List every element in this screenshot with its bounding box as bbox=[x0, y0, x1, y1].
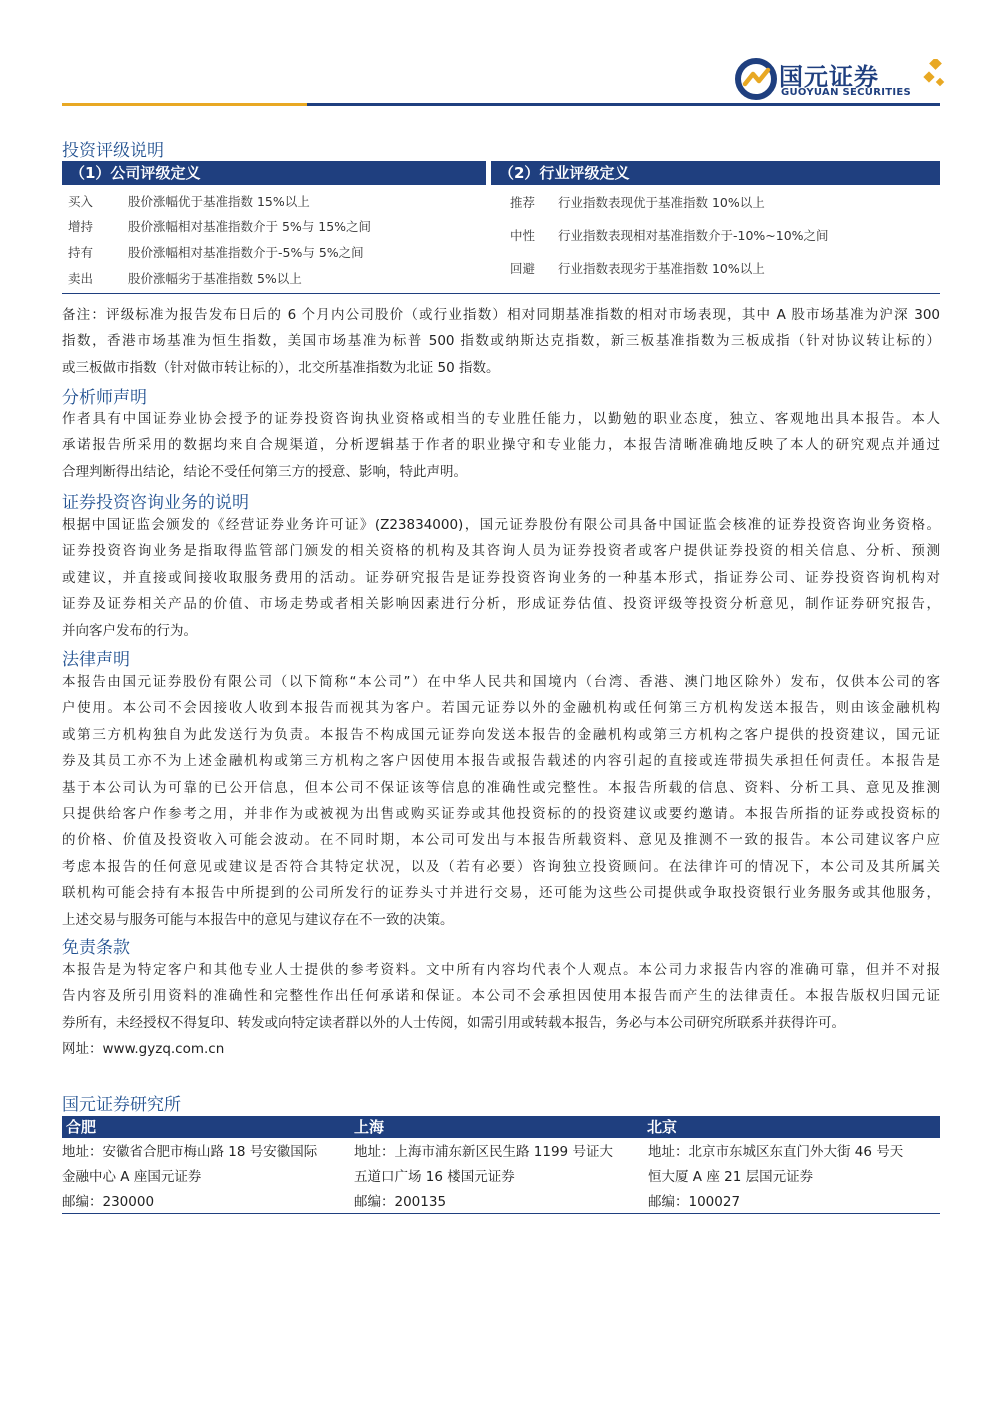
office-address: 地址：北京市东城区东直门外大街 46 号天 bbox=[648, 1144, 904, 1160]
logo-mark-icon bbox=[735, 58, 777, 100]
office-address: 地址：安徽省合肥市梅山路 18 号安徽国际 bbox=[62, 1144, 318, 1160]
rating-label: 增持 bbox=[68, 219, 94, 234]
logo-company-name: 国元证券 bbox=[779, 63, 879, 91]
rating-desc: 行业指数表现优于基准指数 10%以上 bbox=[558, 195, 765, 210]
office-address: 五道口广场 16 楼国元证券 bbox=[354, 1169, 515, 1185]
office-beijing bbox=[648, 1140, 940, 1215]
disclaimer-line: 本报告是为特定客户和其他专业人士提供的参考资料。文中所有内容均代表个人观点。本公司力求报告内容的准确可靠，但并不对报 bbox=[62, 962, 940, 978]
analyst-line: 合理判断得出结论，结论不受任何第三方的授意、影响，特此声明。 bbox=[62, 463, 467, 480]
office-address: 恒大厦 A 座 21 层国元证券 bbox=[648, 1169, 814, 1185]
analyst-line: 作者具有中国证券业协会授予的证券投资咨询执业资格或相当的专业胜任能力，以勤勉的职业态度，独立、客观地出具本报告。本人 bbox=[62, 411, 940, 427]
disclaimer-statement bbox=[62, 957, 940, 1063]
advisory-line: 根据中国证监会颁发的《经营证券业务许可证》(Z23834000)，国元证券股份有限公司具备中国证监会核准的证券投资咨询业务资格。 bbox=[62, 517, 940, 533]
legal-line: 券及其员工亦不为上述金融机构或第三方机构之客户因使用本报告或报告载述的内容引起的直接或连带损失承担任何责任。本报告是 bbox=[62, 753, 940, 770]
rating-desc: 股价涨幅相对基准指数介于 5%与 15%之间 bbox=[128, 219, 372, 234]
legal-line: 本报告由国元证券股份有限公司（以下简称“本公司”）在中华人民共和国境内（台湾、香港、澳门地区除外）发布，仅供本公司的客 bbox=[62, 674, 940, 690]
header-rule-gold bbox=[62, 103, 307, 106]
legal-line: 的价格、价值及投资收入可能会波动。在不同时期，本公司可发出与本报告所载资料、意见及推测不一致的报告。本公司建议客户应 bbox=[62, 832, 940, 849]
legal-line: 上述交易与服务可能与本报告中的意见与建议存在不一致的决策。 bbox=[62, 911, 454, 928]
rating-label: 卖出 bbox=[68, 271, 94, 286]
header-rule-blue bbox=[307, 103, 940, 106]
office-header-bar bbox=[62, 1116, 940, 1138]
advisory-title: 证券投资咨询业务的说明 bbox=[62, 493, 249, 513]
disclaimer-line: 券所有，未经授权不得复印、转发或向特定读者群以外的人士传阅，如需引用或转载本报告，务必与本公司研究所联系并获得许可。 bbox=[62, 1014, 845, 1031]
rating-label: 推荐 bbox=[510, 195, 536, 210]
rating-table-bottom-rule bbox=[62, 293, 940, 294]
analyst-line: 承诺报告所采用的数据均来自合规渠道，分析逻辑基于作者的职业操守和专业能力，本报告清晰准确地反映了本人的研究观点并通过 bbox=[62, 437, 940, 454]
legal-line: 或第三方机构独自为此发送行为负责。本报告不构成国元证券向发送本报告的金融机构或第三方机构之客户提供的投资建议，国元证 bbox=[62, 726, 940, 743]
legal-title: 法律声明 bbox=[62, 650, 130, 670]
rating-desc: 股价涨幅劣于基准指数 5%以上 bbox=[128, 271, 302, 286]
company-rating-header: （1）公司评级定义 bbox=[62, 161, 486, 185]
rating-label: 持有 bbox=[68, 245, 94, 260]
note-line: 指数，香港市场基准为恒生指数，美国市场基准为标普 500 指数或纳斯达克指数，新三板基准指数为三板成指（针对协议转让标的） bbox=[62, 333, 940, 350]
advisory-line: 证券投资咨询业务是指取得监管部门颁发的相关资格的机构及其咨询人员为证券投资者或客户提供证券投资的相关信息、分析、预测 bbox=[62, 543, 940, 560]
legal-line: 基于本公司认为可靠的已公开信息，但本公司不保证该等信息的准确性或完整性。本报告所载的信息、资料、分析工具、意见及推测 bbox=[62, 779, 940, 796]
office-zip: 邮编：230000 bbox=[62, 1194, 155, 1210]
office-address: 金融中心 A 座国元证券 bbox=[62, 1169, 202, 1185]
rating-desc: 股价涨幅相对基准指数介于-5%与 5%之间 bbox=[128, 245, 364, 260]
website-link[interactable]: 网址：www.gyzq.com.cn bbox=[62, 1041, 225, 1058]
disclaimer-line: 告内容及所引用资料的准确性和完整性作出任何承诺和保证。本公司不会承担因使用本报告而产生的法律责任。本报告版权归国元证 bbox=[62, 988, 940, 1005]
logo-company-name-en: GUOYUAN SECURITIES bbox=[781, 87, 912, 98]
legal-line: 只提供给客户作参考之用，并非作为或被视为出售或购买证券或其他投资标的的投资建议或要约邀请。本报告所指的证券或投资标的 bbox=[62, 806, 940, 823]
office-address: 地址：上海市浦东新区民生路 1199 号证大 bbox=[354, 1144, 613, 1160]
legal-line: 考虑本报告的任何意见或建议是否符合其特定状况，以及（若有必要）咨询独立投资顾问。在法律许可的情况下，本公司及其所属关 bbox=[62, 858, 940, 875]
legal-line: 联机构可能会持有本报告中所提到的公司所发行的证券头寸并进行交易，还可能为这些公司提供或争取投资银行业务服务或其他服务， bbox=[62, 885, 940, 902]
rating-label: 中性 bbox=[510, 228, 536, 243]
office-city: 合肥 bbox=[66, 1118, 97, 1136]
office-zip: 邮编：200135 bbox=[354, 1194, 447, 1210]
rating-desc: 股价涨幅优于基准指数 15%以上 bbox=[128, 194, 310, 209]
legal-statement bbox=[62, 669, 940, 933]
office-hefei bbox=[62, 1140, 350, 1215]
note-line: 备注：评级标准为报告发布日后的 6 个月内公司股价（或行业指数）相对同期基准指数的相对市场表现，其中 A 股市场基准为沪深 300 bbox=[62, 307, 940, 323]
rating-desc: 行业指数表现劣于基准指数 10%以上 bbox=[558, 261, 765, 276]
disclaimer-title: 免责条款 bbox=[62, 938, 130, 958]
office-shanghai bbox=[354, 1140, 642, 1215]
advisory-line: 并向客户发布的行为。 bbox=[62, 622, 197, 639]
office-zip: 邮编：100027 bbox=[648, 1194, 741, 1210]
legal-line: 户使用。本公司不会因接收人收到本报告而视其为客户。若国元证券以外的金融机构或任何第三方机构发送本报告，则由该金融机构 bbox=[62, 700, 940, 717]
rating-desc: 行业指数表现相对基准指数介于-10%~10%之间 bbox=[558, 228, 829, 243]
advisory-statement bbox=[62, 512, 940, 644]
office-city: 上海 bbox=[354, 1118, 385, 1136]
rating-label: 买入 bbox=[68, 194, 94, 209]
analyst-statement bbox=[62, 406, 940, 485]
rating-title: 投资评级说明 bbox=[62, 141, 164, 161]
logo-sparkle-icon bbox=[923, 59, 945, 89]
analyst-title: 分析师声明 bbox=[62, 388, 147, 408]
note-line: 或三板做市指数（针对做市转让标的），北交所基准指数为北证 50 指数。 bbox=[62, 359, 500, 376]
rating-label: 回避 bbox=[510, 261, 536, 276]
office-city: 北京 bbox=[647, 1118, 678, 1136]
advisory-line: 证券及证券相关产品的价值、市场走势或者相关影响因素进行分析，形成证券估值、投资评级等投资分析意见，制作证券研究报告， bbox=[62, 596, 940, 613]
company-logo bbox=[735, 55, 945, 103]
industry-rating-header: （2）行业评级定义 bbox=[491, 161, 940, 185]
office-bottom-rule bbox=[62, 1213, 940, 1214]
advisory-line: 或建议，并直接或间接收取服务费用的活动。证券研究报告是证券投资咨询业务的一种基本形式，指证券公司、证券投资咨询机构对 bbox=[62, 569, 940, 586]
rating-note bbox=[62, 302, 940, 381]
institute-title: 国元证券研究所 bbox=[62, 1095, 181, 1115]
